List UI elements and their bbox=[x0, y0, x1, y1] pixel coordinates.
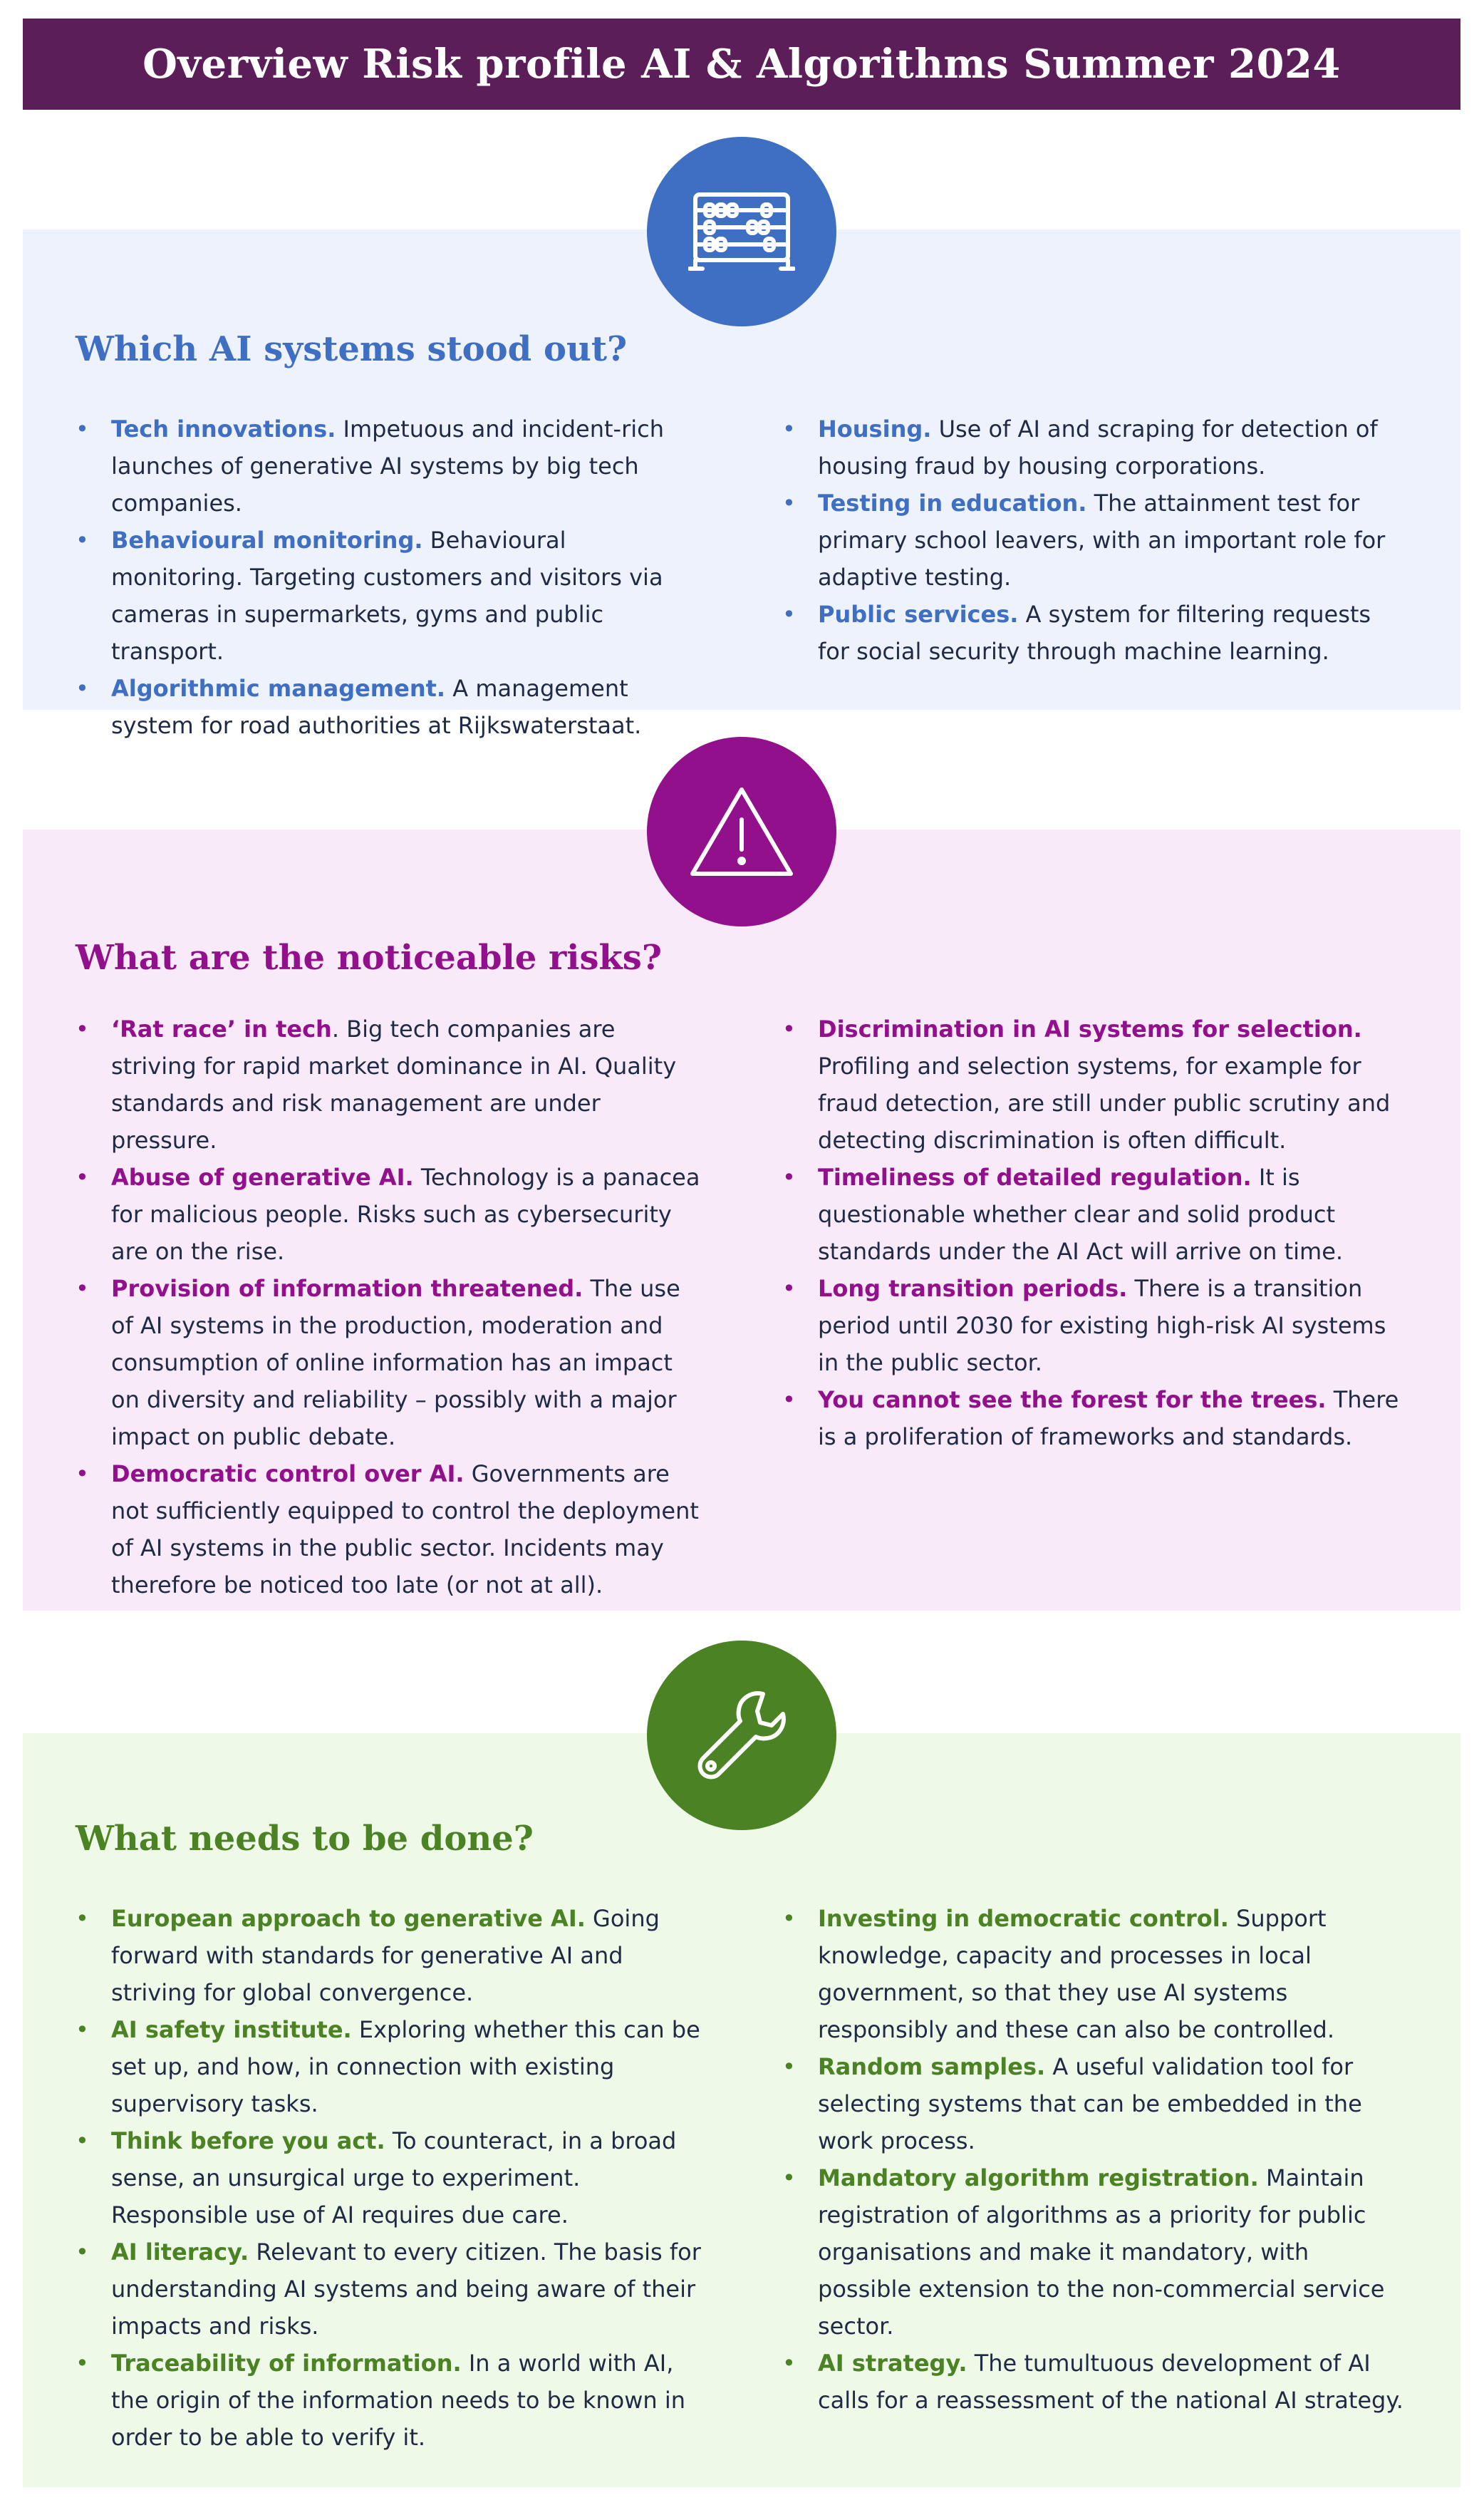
list-item: • Algorithmic management. A management system for road authorities at Rijkswaterstaat. bbox=[76, 670, 702, 744]
abacus-icon bbox=[647, 137, 836, 326]
list-item: • AI strategy. The tumultuous development of AI calls for a reassessment of the national AI strategy. bbox=[782, 2345, 1409, 2419]
title-bar bbox=[23, 19, 1460, 110]
list-item: • Housing. Use of AI and scraping for detection of housing fraud by housing corporations. bbox=[782, 410, 1409, 485]
list-item: • Behavioural monitoring. Behavioural monitoring. Targeting customers and visitors via cameras in supermarkets, gyms and public transport. bbox=[76, 522, 702, 670]
page-title: Overview Risk profile AI & Algorithms Summer 2024 bbox=[142, 41, 1341, 88]
list-item: • Timeliness of detailed regulation. It is questionable whether clear and solid product standards under the AI Act will arrive on time. bbox=[782, 1159, 1409, 1270]
list-item: • Traceability of information. In a world with AI, the origin of the information needs to be known in order to be able to verify it. bbox=[76, 2345, 702, 2456]
list-item: • You cannot see the forest for the trees. There is a proliferation of frameworks and standards. bbox=[782, 1381, 1409, 1455]
section-heading: Which AI systems stood out? bbox=[76, 329, 628, 369]
list-item: • Think before you act. To counteract, in a broad sense, an unsurgical urge to experiment. Responsible use of AI requires due care. bbox=[76, 2122, 702, 2233]
column-left bbox=[76, 410, 702, 744]
column-left bbox=[76, 1011, 702, 1603]
column-right bbox=[782, 1900, 1409, 2419]
list-item: • European approach to generative AI. Going forward with standards for generative AI and striving for global convergence. bbox=[76, 1900, 702, 2011]
list-item: • AI safety institute. Exploring whether this can be set up, and how, in connection with existing supervisory tasks. bbox=[76, 2011, 702, 2122]
list-item: • Public services. A system for filtering requests for social security through machine learning. bbox=[782, 596, 1409, 670]
section-heading: What needs to be done? bbox=[76, 1819, 534, 1859]
list-item: • AI literacy. Relevant to every citizen. The basis for understanding AI systems and being aware of their impacts and risks. bbox=[76, 2233, 702, 2345]
section-risks bbox=[23, 830, 1460, 1611]
list-item: • ‘Rat race’ in tech. Big tech companies are striving for rapid market dominance in AI. Quality standards and risk management are under pressure. bbox=[76, 1011, 702, 1159]
list-item: • Random samples. A useful validation tool for selecting systems that can be embedded in the work process. bbox=[782, 2048, 1409, 2159]
column-left bbox=[76, 1900, 702, 2456]
warning-triangle-icon bbox=[647, 737, 836, 926]
section-heading: What are the noticeable risks? bbox=[76, 938, 662, 978]
list-item: • Mandatory algorithm registration. Maintain registration of algorithms as a priority for public organisations and make it mandatory, with possible extension to the non-commercial service sector. bbox=[782, 2159, 1409, 2345]
list-item: • Abuse of generative AI. Technology is a panacea for malicious people. Risks such as cybersecurity are on the rise. bbox=[76, 1159, 702, 1270]
list-item: • Discrimination in AI systems for selection. Profiling and selection systems, for example for fraud detection, are still under public scrutiny and detecting discrimination is often difficult. bbox=[782, 1011, 1409, 1159]
list-item: • Tech innovations. Impetuous and incident-rich launches of generative AI systems by big tech companies. bbox=[76, 410, 702, 522]
list-item: • Long transition periods. There is a transition period until 2030 for existing high-risk AI systems in the public sector. bbox=[782, 1270, 1409, 1381]
column-right bbox=[782, 410, 1409, 670]
wrench-icon bbox=[647, 1641, 836, 1830]
section-actions bbox=[23, 1733, 1460, 2487]
list-item: • Testing in education. The attainment test for primary school leavers, with an important role for adaptive testing. bbox=[782, 485, 1409, 596]
list-item: • Provision of information threatened. The use of AI systems in the production, moderation and consumption of online information has an impact on diversity and reliability – possibly with a major impact on public debate. bbox=[76, 1270, 702, 1455]
column-right bbox=[782, 1011, 1409, 1455]
list-item: • Democratic control over AI. Governments are not sufficiently equipped to control the deployment of AI systems in the public sector. Incidents may therefore be noticed too late (or not at all). bbox=[76, 1455, 702, 1603]
list-item: • Investing in democratic control. Support knowledge, capacity and processes in local government, so that they use AI systems responsibly and these can also be controlled. bbox=[782, 1900, 1409, 2048]
